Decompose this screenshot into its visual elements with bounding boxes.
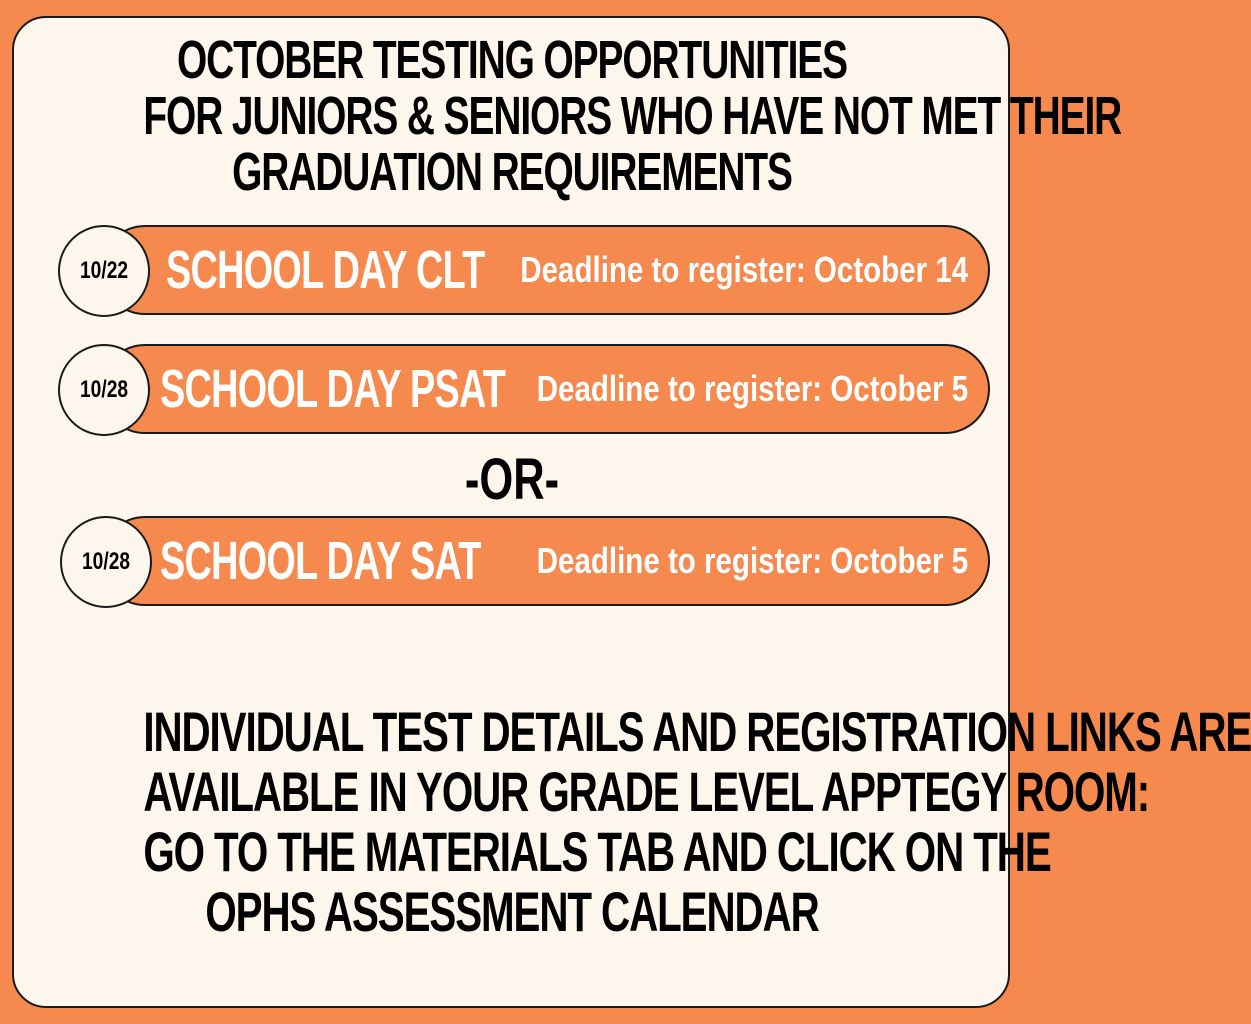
- footer-instructions: [143, 700, 1251, 943]
- date-badge: [60, 516, 152, 608]
- test-name: SCHOOL DAY CLT: [166, 240, 485, 300]
- test-date: 10/22: [79, 257, 129, 284]
- test-row-sat: [100, 516, 990, 606]
- footer-line-2: AVAILABLE IN YOUR GRADE LEVEL APPTEGY ROOM:: [143, 760, 1150, 823]
- footer-line-4: OPHS ASSESSMENT CALENDAR: [205, 880, 819, 943]
- date-badge: [58, 344, 150, 436]
- page-title: [143, 30, 1122, 202]
- test-deadline: Deadline to register: October 5: [536, 540, 968, 581]
- test-date: 10/28: [81, 548, 131, 575]
- test-date: 10/28: [79, 376, 129, 403]
- test-deadline: Deadline to register: October 5: [536, 368, 968, 409]
- test-row-clt: [100, 225, 990, 315]
- title-line-3: GRADUATION REQUIREMENTS: [232, 142, 792, 202]
- footer-line-3: GO TO THE MATERIALS TAB AND CLICK ON THE: [143, 820, 1051, 883]
- date-badge: [58, 225, 150, 317]
- test-name: SCHOOL DAY SAT: [160, 531, 481, 591]
- title-line-2: FOR JUNIORS & SENIORS WHO HAVE NOT MET THEIR: [143, 86, 1122, 146]
- test-row-psat: [100, 344, 990, 434]
- or-separator: -OR-: [464, 447, 560, 512]
- footer-line-1: INDIVIDUAL TEST DETAILS AND REGISTRATION LINKS ARE: [143, 700, 1251, 763]
- title-line-1: OCTOBER TESTING OPPORTUNITIES: [176, 30, 848, 90]
- test-deadline: Deadline to register: October 14: [520, 249, 968, 290]
- test-name: SCHOOL DAY PSAT: [160, 359, 506, 419]
